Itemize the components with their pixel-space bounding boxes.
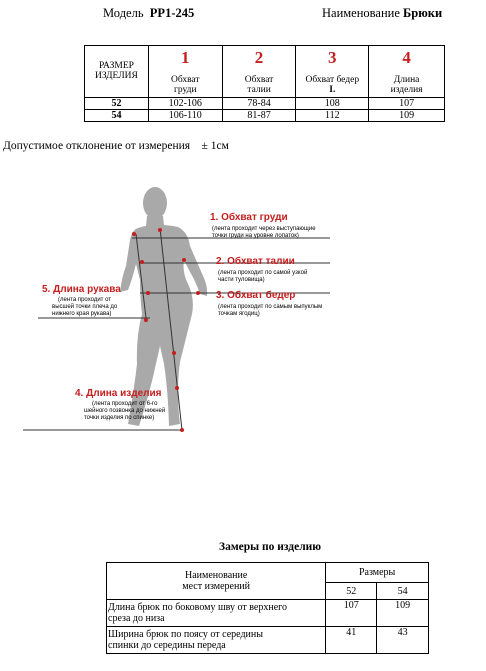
label-sleeve-note: нижнего края рукава) <box>52 311 112 317</box>
value-cell: 106-110 <box>148 110 222 122</box>
header-line: Обхват <box>170 74 200 85</box>
measurements-title: Замеры по изделию <box>219 541 322 553</box>
measure-name-line: спинки до середины переда <box>108 640 226 651</box>
header-line: I. <box>329 84 336 95</box>
table-row <box>85 110 445 122</box>
size-cell: 54 <box>85 110 149 122</box>
value-cell: 41 <box>326 627 377 654</box>
value-cell: 78-84 <box>222 98 296 110</box>
label-hip-note: точкам ягодиц) <box>218 311 260 317</box>
label-length-note: шейного позвонка до нижней <box>84 408 166 414</box>
value-cell: 109 <box>369 110 445 122</box>
label-length-note: точки изделия по спинке) <box>84 415 155 421</box>
header-cell <box>148 46 222 98</box>
value-cell: 107 <box>369 98 445 110</box>
label-chest-note: (лента проходит через выступающие <box>212 226 316 232</box>
header-cell <box>222 46 296 98</box>
tolerance-value: ± 1см <box>201 140 229 152</box>
value-cell: 81-87 <box>222 110 296 122</box>
measure-number: 3 <box>328 47 337 67</box>
value-cell: 43 <box>377 627 429 654</box>
size-table-header-row <box>85 46 445 98</box>
body-measurement-figure <box>0 168 486 440</box>
label-chest-note: точки груди на уровне лопаток) <box>212 233 299 239</box>
table-row <box>107 600 429 627</box>
value-cell: 109 <box>377 600 429 627</box>
model-label: Модель <box>103 6 144 20</box>
label-chest-title: 1. Обхват груди <box>210 212 288 223</box>
measure-name-line: Ширина брюк по поясу от середины <box>108 629 263 640</box>
place-header-line: Наименование <box>184 570 248 581</box>
size-corner-cell <box>85 46 149 98</box>
label-length-title: 4. Длина изделия <box>75 388 162 399</box>
measure-name-cell <box>107 600 326 627</box>
header-line: Обхват бедер <box>305 74 360 85</box>
model-header <box>103 6 194 21</box>
label-hip-note: (лента проходит по самым выпуклым <box>218 304 323 310</box>
label-waist-note: (лента проходит по самой узкой <box>218 270 308 276</box>
tolerance-note <box>3 140 229 152</box>
header-line: Обхват <box>244 74 274 85</box>
value-cell: 107 <box>326 600 377 627</box>
name-header <box>322 6 442 21</box>
measure-name-cell <box>107 627 326 654</box>
place-header-cell <box>107 563 326 600</box>
measure-name-line: среза до низа <box>108 613 165 624</box>
label-hip-title: 3. Обхват бедер <box>216 290 296 301</box>
size-cell: 54 <box>377 583 429 600</box>
tolerance-text: Допустимое отклонение от измерения <box>3 140 191 152</box>
size-table <box>84 45 445 122</box>
header-line: Длина <box>393 74 420 85</box>
value-cell: 108 <box>296 98 369 110</box>
header-cell <box>369 46 445 98</box>
header-line: изделия <box>390 84 423 95</box>
label-sleeve-note: (лента проходит от <box>58 297 112 303</box>
value-cell: 102-106 <box>148 98 222 110</box>
corner-line: РАЗМЕР <box>98 61 134 71</box>
label-waist-title: 2. Обхват талии <box>216 256 295 267</box>
measure-name-line: Длина брюк по боковому шву от верхнего <box>108 602 288 613</box>
name-value: Брюки <box>403 6 443 20</box>
header-cell <box>296 46 369 98</box>
size-cell: 52 <box>85 98 149 110</box>
sizes-header-cell: Размеры <box>326 563 429 583</box>
label-waist-note: части туловища) <box>218 277 265 283</box>
header-line: груди <box>173 84 197 95</box>
measurements-header-row <box>107 563 429 583</box>
corner-line: ИЗДЕЛИЯ <box>95 71 138 81</box>
measure-number: 1 <box>181 47 190 67</box>
place-header-line: мест измерений <box>182 581 251 592</box>
model-value: PP1-245 <box>149 6 195 20</box>
size-cell: 52 <box>326 583 377 600</box>
label-sleeve-note: высшей точки плеча до <box>52 304 118 310</box>
label-length-note: (лента проходит от 6-го <box>92 401 158 407</box>
table-row <box>85 98 445 110</box>
label-sleeve-title: 5. Длина рукава <box>42 284 121 295</box>
measure-number: 4 <box>402 47 411 67</box>
measurements-table <box>106 562 429 654</box>
table-row <box>107 627 429 654</box>
header-line: талии <box>247 84 271 95</box>
measure-number: 2 <box>254 47 264 67</box>
value-cell: 112 <box>296 110 369 122</box>
name-label: Наименование <box>322 6 400 20</box>
